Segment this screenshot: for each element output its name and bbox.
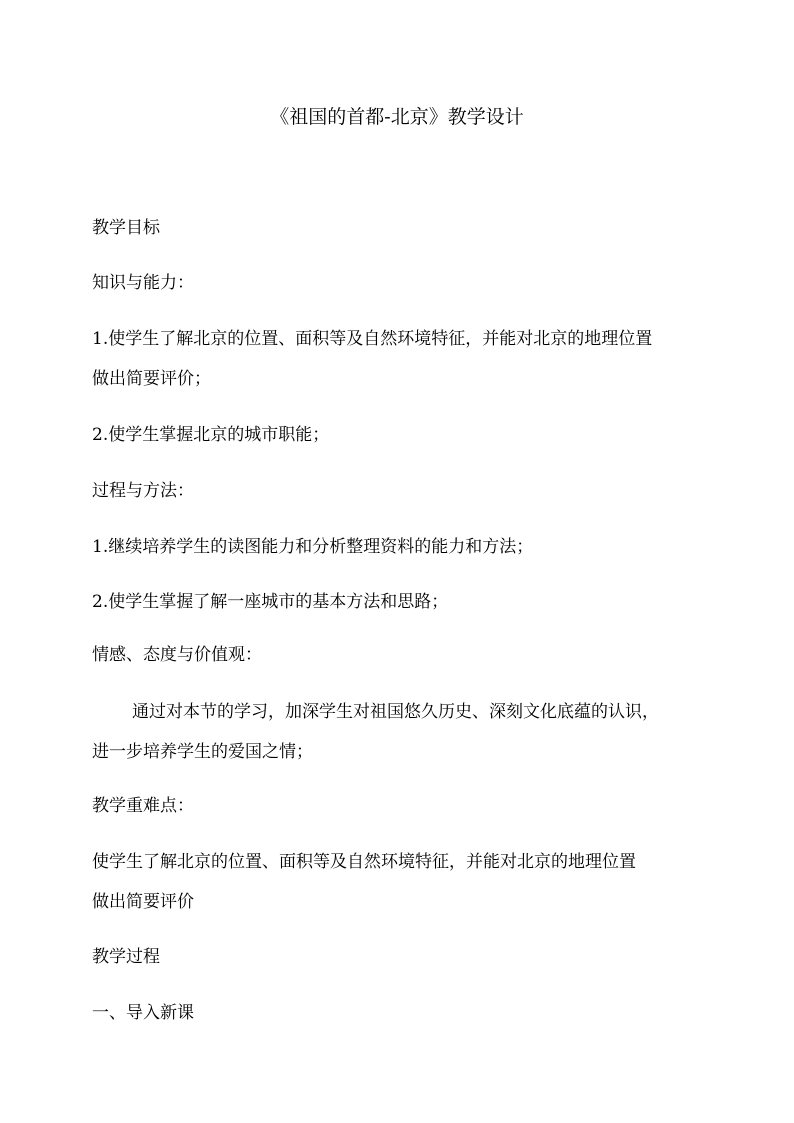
- subheading-emotion-values: 情感、态度与价值观：: [92, 645, 262, 665]
- paragraph-line: 使学生了解北京的位置、面积等及自然环境特征，并能对北京的地理位置: [92, 852, 636, 872]
- paragraph-line: 通过对本节的学习，加深学生对祖国悠久历史、深刻文化底蕴的认识，: [132, 702, 659, 722]
- paragraph-line: 做出简要评价；: [92, 369, 211, 389]
- paragraph-line: 1.使学生了解北京的位置、面积等及自然环境特征，并能对北京的地理位置: [92, 329, 653, 349]
- heading-teaching-process: 教学过程: [92, 947, 160, 967]
- section-heading-intro: 一、导入新课: [92, 1003, 194, 1023]
- heading-key-points: 教学重难点：: [92, 796, 194, 816]
- subheading-process-method: 过程与方法：: [92, 481, 194, 501]
- paragraph-line: 做出简要评价: [92, 892, 194, 912]
- paragraph-line: 2.使学生掌握了解一座城市的基本方法和思路；: [92, 592, 449, 612]
- paragraph-line: 1.继续培养学生的读图能力和分析整理资料的能力和方法；: [92, 537, 534, 557]
- paragraph-line: 进一步培养学生的爱国之情；: [92, 742, 313, 762]
- document-title: 《祖国的首都-北京》教学设计: [270, 106, 524, 128]
- paragraph-line: 2.使学生掌握北京的城市职能；: [92, 425, 330, 445]
- subheading-knowledge-ability: 知识与能力：: [92, 273, 194, 293]
- heading-teaching-objectives: 教学目标: [92, 218, 160, 238]
